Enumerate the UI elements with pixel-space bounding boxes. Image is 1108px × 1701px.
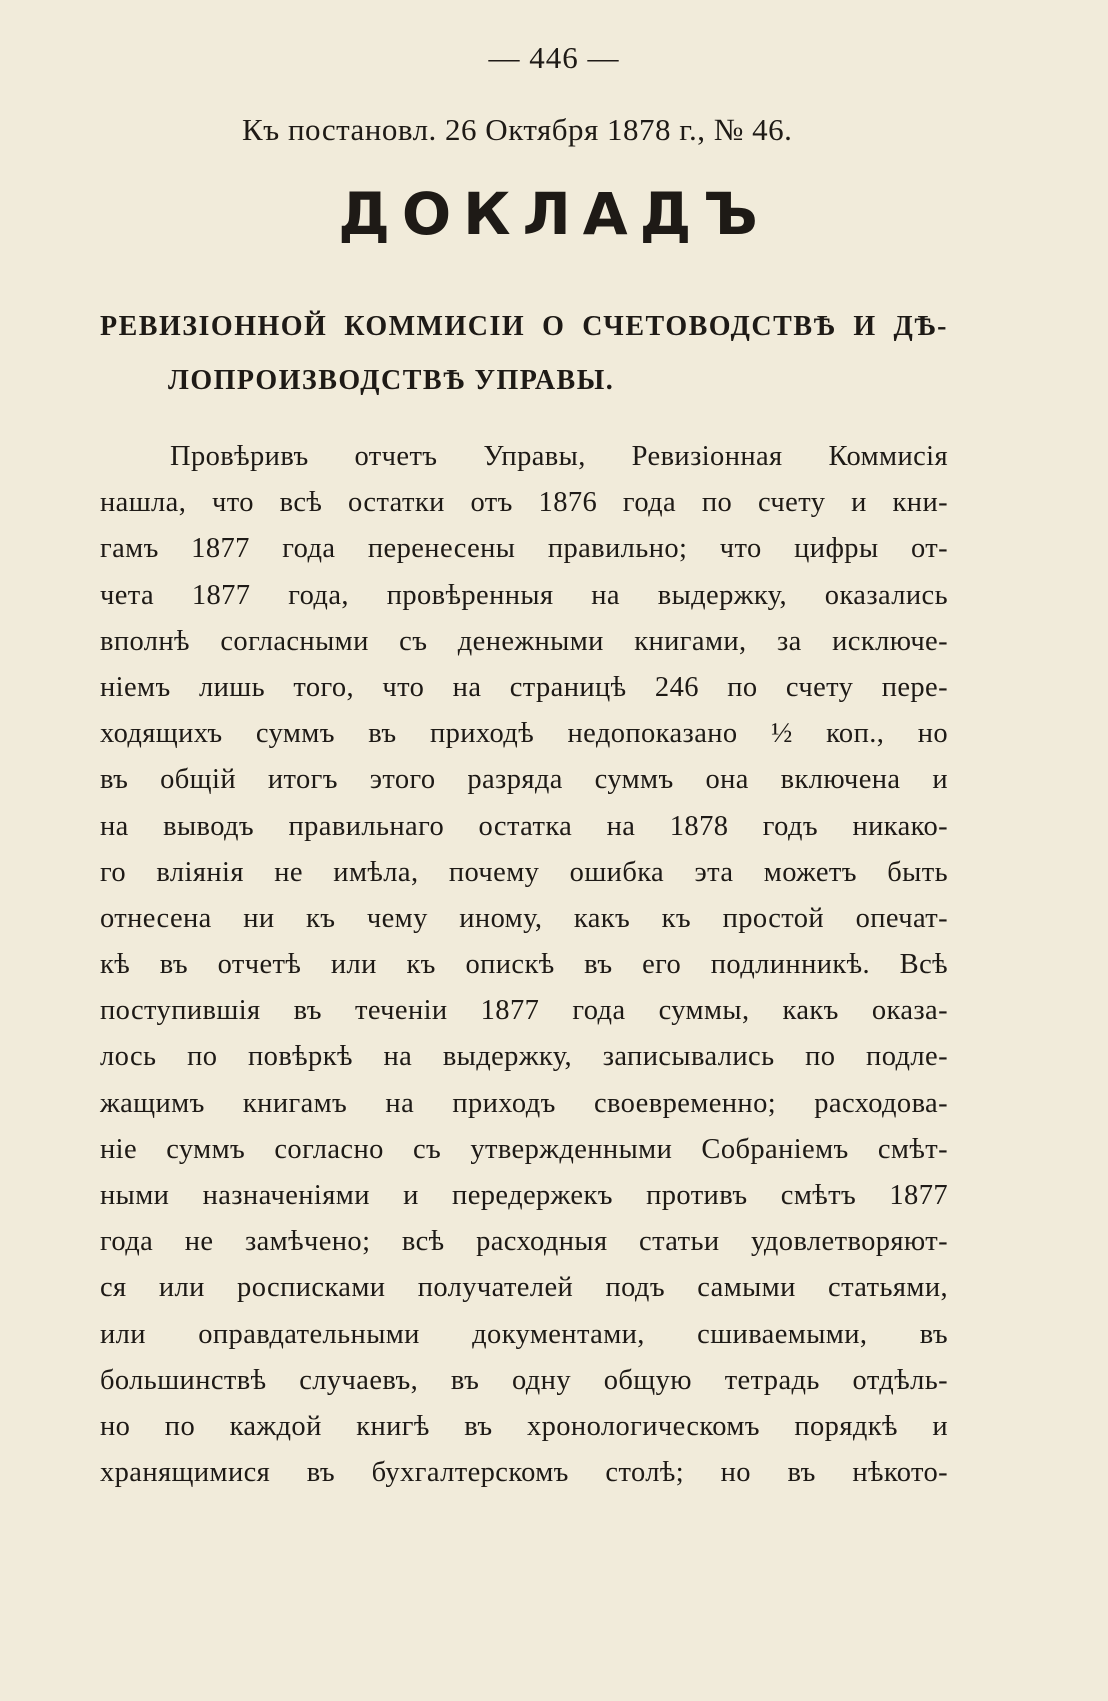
- page-number: — 446 —: [488, 40, 620, 75]
- resolution-reference: Къ постановл. 26 Октября 1878 г., № 46.: [242, 112, 793, 147]
- text-line: отнесена ни къ чему иному, какъ къ простой опечат-: [100, 902, 948, 934]
- text-line: большинствѣ случаевъ, въ одну общую тетрадь отдѣль-: [100, 1364, 948, 1396]
- body-text: [100, 434, 948, 1496]
- text-line: гамъ 1877 года перенесены правильно; что цифры от-: [100, 533, 948, 565]
- text-line: жащимъ книгамъ на приходъ своевременно; расходова-: [100, 1087, 948, 1119]
- text-line: чета 1877 года, провѣренныя на выдержку, оказались: [100, 579, 948, 611]
- subtitle-line: ЛОПРОИЗВОДСТВѢ УПРАВЫ.: [168, 365, 615, 396]
- text-line: хранящимися въ бухгалтерскомъ столѣ; но въ нѣкото-: [100, 1457, 948, 1489]
- text-line: ніе суммъ согласно съ утвержденными Собраніемъ смѣт-: [100, 1133, 948, 1165]
- text-line: ся или росписками получателей подъ самыми статьями,: [100, 1272, 948, 1304]
- text-line: на выводъ правильнаго остатка на 1878 годъ никако-: [100, 810, 948, 842]
- document-title: ДОКЛАДЪ: [338, 180, 770, 248]
- text-line: или оправдательными документами, сшиваемыми, въ: [100, 1318, 948, 1350]
- text-line: въ общій итогъ этого разряда суммъ она включена и: [100, 764, 948, 796]
- document-subtitle: [100, 300, 948, 408]
- show-through: [80, 1468, 87, 1498]
- text-line: го вліянія не имѣла, почему ошибка эта можетъ быть: [100, 856, 948, 888]
- text-line: вполнѣ согласными съ денежными книгами, за исключе-: [100, 625, 948, 657]
- text-line: года не замѣчено; всѣ расходныя статьи удовлетворяют-: [100, 1226, 948, 1258]
- text-line: ніемъ лишь того, что на страницѣ 246 по счету пере-: [100, 671, 948, 703]
- subtitle-line: РЕВИЗІОННОЙ КОММИСІИ О СЧЕТОВОДСТВѢ И ДѢ-: [100, 311, 948, 342]
- text-line: поступившія въ теченіи 1877 года суммы, какъ оказа-: [100, 995, 948, 1027]
- text-line: ходящихъ суммъ въ приходѣ недопоказано ½ коп., но: [100, 718, 948, 750]
- text-line: но по каждой книгѣ въ хронологическомъ порядкѣ и: [100, 1410, 948, 1442]
- text-line: Провѣривъ отчетъ Управы, Ревизіонная Коммисія: [170, 441, 948, 472]
- text-line: ными назначеніями и передержекъ противъ смѣтъ 1877: [100, 1180, 948, 1211]
- text-line: нашла, что всѣ остатки отъ 1876 года по счету и кни-: [100, 487, 948, 519]
- text-line: лось по повѣркѣ на выдержку, записывались по подле-: [100, 1041, 948, 1073]
- text-line: кѣ въ отчетѣ или къ опискѣ въ его подлинникѣ. Всѣ: [100, 949, 948, 981]
